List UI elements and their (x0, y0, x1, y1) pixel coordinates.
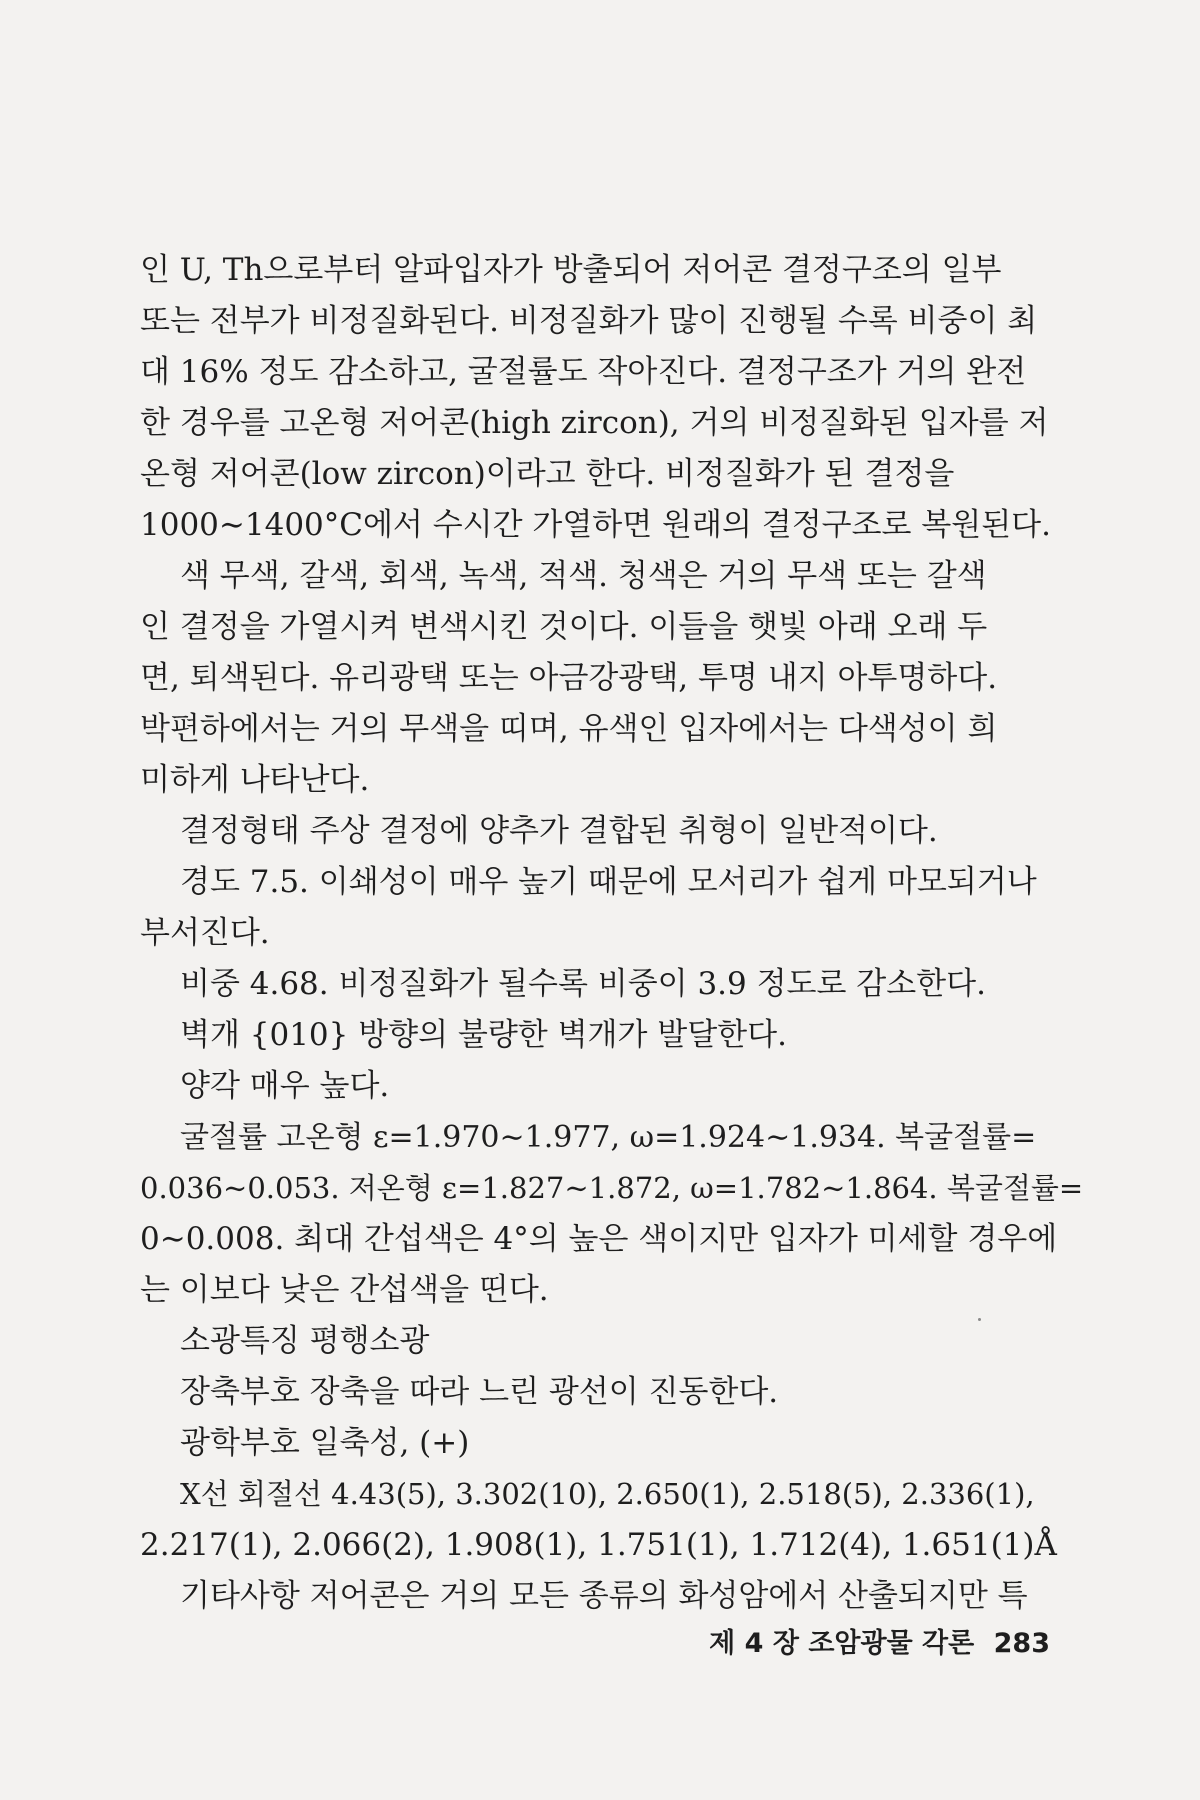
page-number: 283 (993, 1628, 1050, 1659)
text-line: 색 무색, 갈색, 회색, 녹색, 적색. 청색은 거의 무색 또는 갈색 (180, 558, 987, 594)
text-line: 경도 7.5. 이쇄성이 매우 높기 때문에 모서리가 쉽게 마모되거나 (180, 864, 1037, 900)
text-line: 기타사항 저어콘은 거의 모든 종류의 화성암에서 산출되지만 특 (180, 1578, 1028, 1614)
text-line: 는 이보다 낮은 간섭색을 띤다. (140, 1272, 549, 1308)
text-line: X선 회절선 4.43(5), 3.302(10), 2.650(1), 2.518(5), 2.336(1), (180, 1477, 1035, 1511)
page-footer (640, 1621, 1050, 1660)
text-line: 대 16% 정도 감소하고, 굴절률도 작아진다. 결정구조가 거의 완전 (140, 354, 1027, 390)
text-line: 광학부호 일축성, (+) (180, 1425, 470, 1461)
text-line: 1000∼1400°C에서 수시간 가열하면 원래의 결정구조로 복원된다. (140, 507, 1051, 543)
body-text (140, 245, 1084, 1622)
text-line: 인 결정을 가열시켜 변색시킨 것이다. 이들을 햇빛 아래 오래 두 (140, 609, 988, 645)
text-line: 벽개 {010} 방향의 불량한 벽개가 발달한다. (180, 1017, 787, 1053)
text-line: 미하게 나타난다. (140, 762, 370, 798)
text-line: 장축부호 장축을 따라 느린 광선이 진동한다. (180, 1374, 779, 1410)
text-line: 0.036∼0.053. 저온형 ε=1.827∼1.872, ω=1.782∼1.864. 복굴절률= (140, 1171, 1084, 1205)
text-line: 인 U, Th으로부터 알파입자가 방출되어 저어콘 결정구조의 일부 (140, 252, 1002, 288)
text-line: 양각 매우 높다. (180, 1068, 390, 1104)
text-line: 온형 저어콘(low zircon)이라고 한다. 비정질화가 된 결정을 (140, 456, 955, 492)
text-line: 2.217(1), 2.066(2), 1.908(1), 1.751(1), 1.712(4), 1.651(1)Å (140, 1527, 1057, 1563)
text-line: 박편하에서는 거의 무색을 띠며, 유색인 입자에서는 다색성이 희 (140, 711, 998, 747)
text-line: 굴절률 고온형 ε=1.970∼1.977, ω=1.924∼1.934. 복굴절률= (180, 1120, 1037, 1155)
text-line: 한 경우를 고온형 저어콘(high zircon), 거의 비정질화된 입자를 저 (140, 405, 1049, 441)
text-line: 소광특징 평행소광 (180, 1323, 430, 1359)
text-line: 면, 퇴색된다. 유리광택 또는 아금강광택, 투명 내지 아투명하다. (140, 660, 998, 696)
text-line: 또는 전부가 비정질화된다. 비정질화가 많이 진행될 수록 비중이 최 (140, 303, 1038, 339)
text-line: 결정형태 주상 결정에 양추가 결합된 취형이 일반적이다. (180, 813, 938, 849)
scan-speck (978, 1318, 981, 1321)
running-chapter-title: 제 4 장 조암광물 각론 (709, 1628, 975, 1659)
text-line: 비중 4.68. 비정질화가 될수록 비중이 3.9 정도로 감소한다. (180, 966, 986, 1002)
text-line: 부서진다. (140, 915, 270, 951)
text-line: 0∼0.008. 최대 간섭색은 4°의 높은 색이지만 입자가 미세할 경우에 (140, 1221, 1058, 1257)
